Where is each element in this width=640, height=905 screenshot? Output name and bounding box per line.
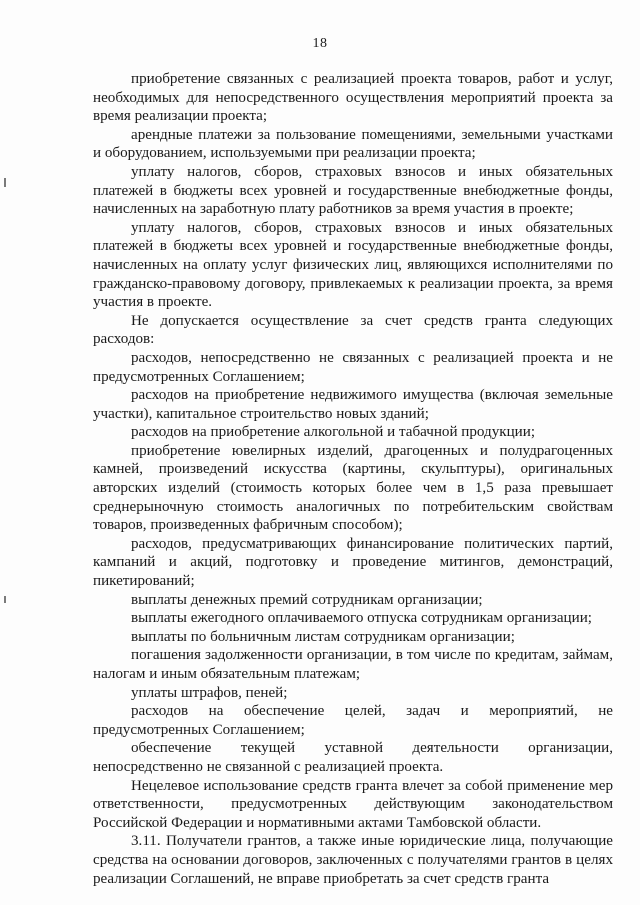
paragraph: обеспечение текущей уставной деятельности организации, непосредственно не связанной с реализацией проекта. xyxy=(93,740,613,775)
paragraph: приобретение ювелирных изделий, драгоценных и полудрагоценных камней, произведений искусства (картины, скульптуры), оригинальных авторских изделий (стоимость которых более чем в 1,5 раза превышает среднерыночную стоимость аналогичных по потребительским свойствам товаров, произведенных фабричным способом); xyxy=(93,442,613,534)
paragraph: расходов, предусматривающих финансирование политических партий, кампаний и акций, подготовку и проведение митингов, демонстраций, пикетирований; xyxy=(93,535,613,590)
paragraph: расходов, непосредственно не связанных с реализацией проекта и не предусмотренных Соглашением; xyxy=(93,349,613,385)
paragraph: Нецелевое использование средств гранта влечет за собой применение мер ответственности, предусмотренных действующим законодательством Российской Федерации и нормативными актами Тамбовской области. xyxy=(93,777,613,831)
paragraph: расходов на обеспечение целей, задач и мероприятий, не предусмотренных Соглашением; xyxy=(93,703,613,738)
paragraph: уплату налогов, сборов, страховых взносов и иных обязательных платежей в бюджеты всех уровней и государственные внебюджетные фонды, начисленных на заработную плату работников за время участия в проекте; xyxy=(93,163,613,218)
paragraph: выплаты денежных премий сотрудникам организации; xyxy=(131,591,483,608)
document-body xyxy=(93,70,613,888)
paragraph: приобретение связанных с реализацией проекта товаров, работ и услуг, необходимых для непосредственного осуществления мероприятий проекта за время реализации проекта; xyxy=(93,71,613,125)
scan-edge-mark xyxy=(4,596,6,603)
paragraph: уплаты штрафов, пеней; xyxy=(131,684,288,701)
paragraph: Не допускается осуществление за счет средств гранта следующих расходов: xyxy=(93,312,613,348)
paragraph: погашения задолженности организации, в том числе по кредитам, займам, налогам и иным обязательным платежам; xyxy=(93,647,613,682)
paragraph: арендные платежи за пользование помещениями, земельными участками и оборудованием, используемыми при реализации проекта; xyxy=(93,126,613,162)
paragraph: расходов на приобретение недвижимого имущества (включая земельные участки), капитальное строительство новых зданий; xyxy=(93,387,613,422)
paragraph: выплаты по больничным листам сотрудникам организации; xyxy=(131,628,515,645)
paragraph: уплату налогов, сборов, страховых взносов и иных обязательных платежей в бюджеты всех уровней и государственные внебюджетные фонды, начисленных на оплату услуг физических лиц, являющихся исполнителями по гражданско-правовому договору, привлекаемых к реализации проекта, за время участия в проекте. xyxy=(93,219,613,311)
paragraph: расходов на приобретение алкогольной и табачной продукции; xyxy=(131,424,536,441)
page-number: 18 xyxy=(312,36,328,51)
scan-edge-mark xyxy=(4,178,6,187)
paragraph: выплаты ежегодного оплачиваемого отпуска сотрудникам организации; xyxy=(131,610,592,627)
paragraph: 3.11. Получатели грантов, а также иные юридические лица, получающие средства на основании договоров, заключенных с получателями грантов в целях реализации Соглашений, не вправе приобретать за счет средств гранта xyxy=(93,833,613,887)
